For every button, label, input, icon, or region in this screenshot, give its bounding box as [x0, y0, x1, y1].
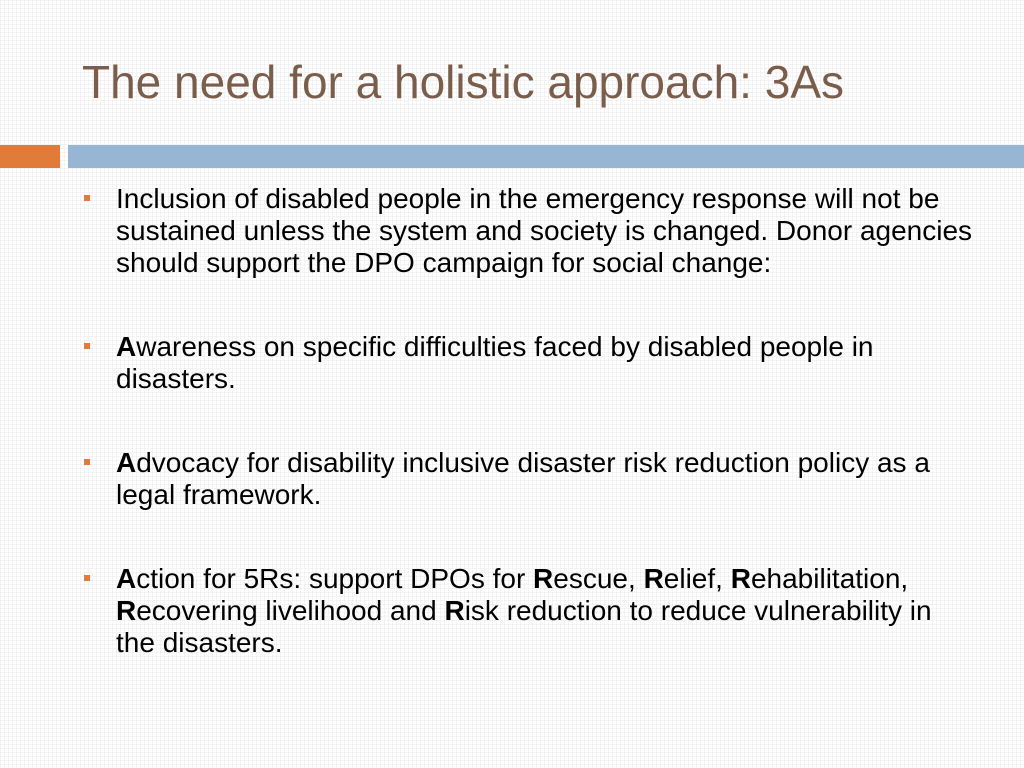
bullet-text: dvocacy for disability inclusive disaster risk reduction policy as a legal framework. — [116, 447, 930, 510]
bullet-text: isk reduction to reduce vulnerability in the disasters. — [116, 595, 932, 658]
bold-r-letter: R — [533, 563, 554, 594]
bullet-initial: A — [116, 563, 137, 594]
bullet-item-awareness — [116, 331, 976, 395]
square-bullet-icon — [84, 343, 90, 349]
bullet-text: escue, — [553, 563, 644, 594]
accent-bar-blue — [68, 145, 1024, 168]
bold-r-letter: R — [116, 595, 137, 626]
bullet-item-action — [116, 563, 976, 659]
bullet-text: ecovering livelihood and — [136, 595, 445, 626]
bold-r-letter: R — [444, 595, 465, 626]
bullet-initial: A — [116, 331, 137, 362]
bullet-text: elief, — [663, 563, 731, 594]
bullet-text: ehabilitation, — [750, 563, 909, 594]
bullet-text: ction for 5Rs: support DPOs for — [136, 563, 534, 594]
slide-title: The need for a holistic approach: 3As — [82, 56, 845, 108]
bullet-item-inclusion — [116, 183, 976, 279]
square-bullet-icon — [84, 195, 90, 201]
bullet-initial: A — [116, 447, 137, 478]
accent-bar-orange — [0, 145, 60, 168]
square-bullet-icon — [84, 575, 90, 581]
bold-r-letter: R — [643, 563, 664, 594]
bullet-item-advocacy — [116, 447, 976, 511]
bullet-list — [116, 183, 976, 711]
square-bullet-icon — [84, 459, 90, 465]
bullet-text: Inclusion of disabled people in the emergency response will not be sustained unless the system and society is changed. Donor agencies should support the DPO campaign for social change: — [116, 183, 973, 278]
bold-r-letter: R — [730, 563, 751, 594]
bullet-text: wareness on specific difficulties faced by disabled people in disasters. — [116, 331, 874, 394]
